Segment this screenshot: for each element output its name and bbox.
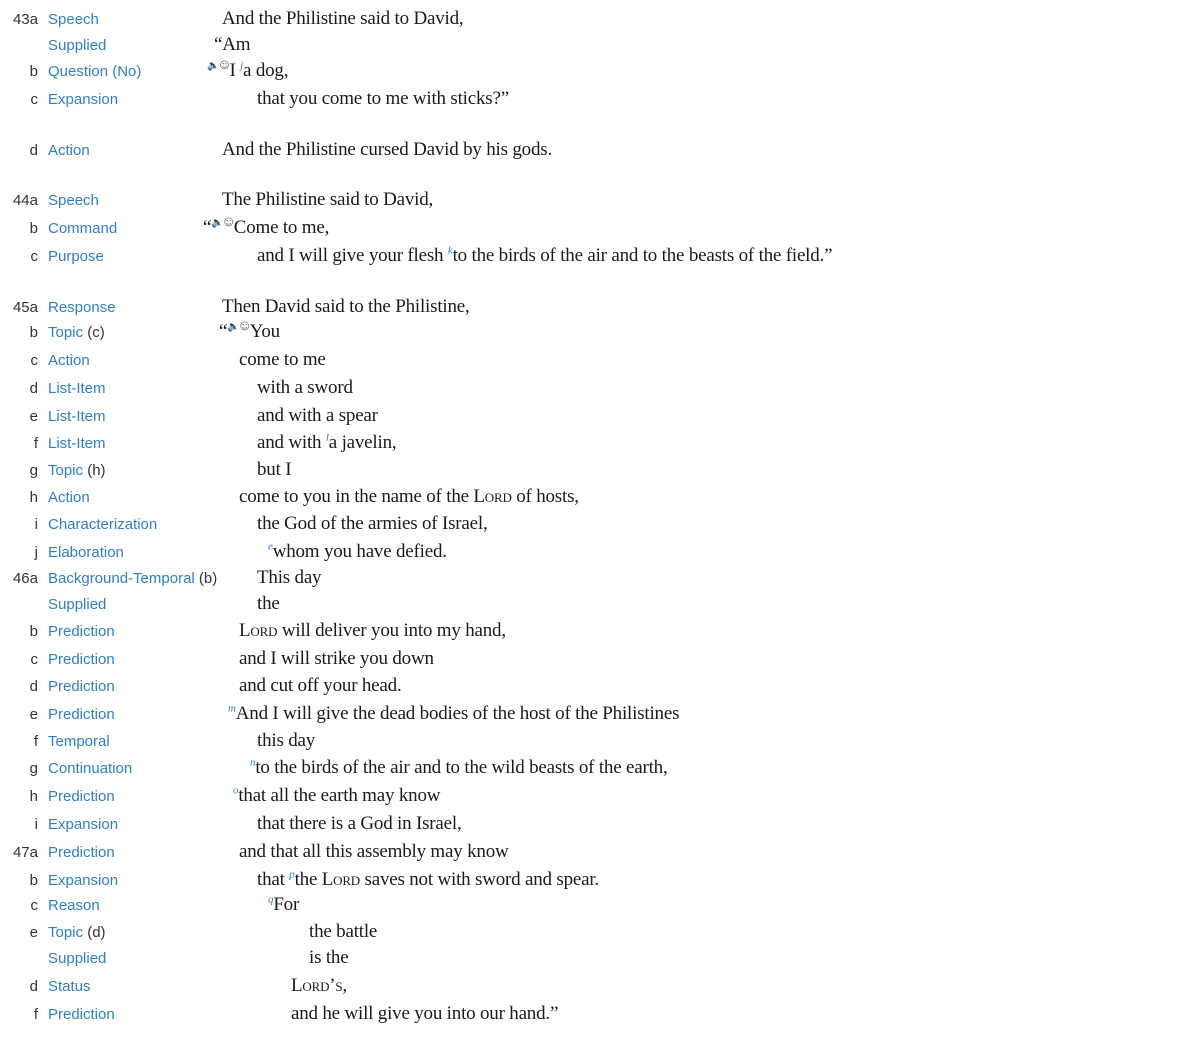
verse-text	[239, 648, 434, 670]
discourse-label-text: Speech	[48, 192, 99, 209]
text-segment: the battle	[309, 921, 378, 942]
text-segment: that you come to me with sticks?”	[257, 88, 509, 109]
discourse-label-link[interactable]	[48, 324, 105, 341]
verse-text	[268, 894, 299, 916]
text-segment: and cut off your head.	[239, 675, 402, 696]
discourse-label-link[interactable]	[48, 408, 106, 425]
discourse-label-link[interactable]	[48, 435, 106, 452]
speaker-person-icon: 🔈☺	[207, 60, 230, 72]
cross-reference-marker[interactable]: p	[289, 868, 295, 881]
cross-reference-marker[interactable]: n	[250, 756, 256, 769]
verse-reference: f	[33, 1006, 38, 1023]
text-segment: the	[294, 869, 322, 890]
text-segment: and with a spear	[257, 405, 378, 426]
outline-row	[0, 894, 1200, 920]
discourse-label-link[interactable]	[48, 706, 115, 723]
discourse-label-link[interactable]	[48, 462, 106, 479]
discourse-label-text: Question (No)	[48, 63, 142, 80]
discourse-label-link[interactable]	[48, 924, 106, 941]
outline-row	[0, 813, 1200, 839]
verse-reference: 46a	[12, 570, 38, 587]
label-reference-suffix: (h)	[83, 462, 106, 479]
outline-row	[0, 620, 1200, 646]
verse-text	[222, 8, 463, 30]
verse-text	[207, 60, 288, 82]
outline-row	[0, 975, 1200, 1001]
outline-row	[0, 217, 1200, 243]
label-reference-suffix: (b)	[194, 570, 218, 587]
outline-row	[0, 675, 1200, 701]
verse-text	[239, 349, 326, 371]
verse-reference: d	[29, 678, 38, 695]
verse-text	[214, 34, 250, 56]
discourse-label-link[interactable]	[48, 872, 118, 889]
discourse-label-text: Speech	[48, 11, 99, 28]
verse-text	[257, 377, 353, 399]
outline-row	[0, 730, 1200, 756]
cross-reference-marker[interactable]: e	[268, 540, 273, 553]
verse-text	[257, 513, 488, 535]
text-segment: And the Philistine said to David,	[222, 8, 464, 29]
verse-reference: e	[29, 408, 38, 425]
discourse-label-link[interactable]	[48, 788, 115, 805]
text-segment: and he will give you into our hand.”	[291, 1003, 559, 1024]
verse-reference: i	[34, 816, 38, 833]
outline-row	[0, 432, 1200, 458]
text-segment: Come to me,	[233, 217, 330, 238]
text-segment: with a sword	[257, 377, 353, 398]
discourse-label-link[interactable]	[48, 220, 117, 237]
verse-reference: b	[29, 220, 38, 237]
discourse-label-link[interactable]	[48, 596, 106, 613]
text-segment: “	[203, 217, 212, 238]
verse-reference: h	[29, 489, 38, 506]
discourse-label-text: Action	[48, 352, 90, 369]
discourse-label-link[interactable]	[48, 63, 141, 80]
text-segment: And I will give the dead bodies of the host of the Philistines	[235, 703, 680, 724]
discourse-label-text: Topic	[48, 924, 84, 941]
outline-row	[0, 921, 1200, 947]
verse-text	[257, 405, 378, 427]
outline-row	[0, 34, 1200, 60]
discourse-label-text: Supplied	[48, 37, 107, 54]
text-segment: the	[257, 593, 280, 614]
verse-reference: d	[29, 142, 38, 159]
verse-reference: 43a	[12, 11, 38, 28]
verse-reference: f	[33, 733, 38, 750]
verse-reference: j	[34, 544, 38, 561]
verse-text	[257, 869, 599, 891]
cross-reference-marker[interactable]: l	[325, 431, 329, 444]
cross-reference-marker[interactable]: o	[233, 784, 239, 797]
text-segment: “Am	[214, 34, 251, 55]
verse-reference: b	[29, 872, 38, 889]
text-segment: is the	[309, 947, 349, 968]
discourse-label-text: List-Item	[48, 380, 106, 397]
text-segment: whom you have defied.	[272, 541, 447, 562]
text-segment: and that all this assembly may know	[239, 841, 509, 862]
outline-row	[0, 1003, 1200, 1029]
discourse-label-link[interactable]	[48, 37, 106, 54]
discourse-label-link[interactable]	[48, 844, 115, 861]
discourse-label-link[interactable]	[48, 516, 157, 533]
text-segment: And the Philistine cursed David by his gods.	[222, 139, 553, 160]
outline-row	[0, 841, 1200, 867]
text-segment: will deliver you into my hand,	[277, 620, 506, 641]
discourse-label-text: Supplied	[48, 596, 107, 613]
text-segment: and with	[257, 432, 326, 453]
text-segment: of hosts,	[511, 486, 579, 507]
divine-name: Lord’s	[291, 975, 343, 996]
outline-row	[0, 189, 1200, 215]
discourse-label-link[interactable]	[48, 352, 90, 369]
discourse-label-link[interactable]	[48, 1006, 115, 1023]
discourse-label-link[interactable]	[48, 489, 90, 506]
verse-text	[257, 88, 509, 110]
speaker-person-icon: 🔈☺	[227, 321, 250, 333]
discourse-label-link[interactable]	[48, 760, 132, 777]
verse-reference: 47a	[12, 844, 38, 861]
discourse-label-text: Prediction	[48, 1006, 115, 1023]
verse-text	[257, 813, 462, 835]
verse-text	[257, 432, 396, 454]
verse-text	[222, 139, 552, 161]
discourse-label-link[interactable]	[48, 380, 106, 397]
verse-reference: g	[29, 760, 38, 777]
outline-row	[0, 947, 1200, 973]
discourse-label-text: Prediction	[48, 788, 115, 805]
outline-row	[0, 757, 1200, 783]
verse-text	[268, 541, 447, 563]
verse-reference: f	[33, 435, 38, 452]
discourse-label-link[interactable]	[48, 570, 217, 587]
verse-reference: c	[30, 91, 38, 108]
verse-reference: c	[30, 651, 38, 668]
discourse-label-text: Status	[48, 978, 91, 995]
verse-reference: 44a	[12, 192, 38, 209]
verse-text	[239, 620, 506, 642]
verse-text	[309, 947, 348, 969]
outline-row	[0, 377, 1200, 403]
discourse-label-link[interactable]	[48, 11, 99, 28]
discourse-label-text: Expansion	[48, 91, 119, 108]
text-segment: This day	[257, 567, 322, 588]
discourse-label-text: List-Item	[48, 435, 106, 452]
outline-row	[0, 513, 1200, 539]
outline-row	[0, 593, 1200, 619]
discourse-label-link[interactable]	[48, 733, 110, 750]
outline-row	[0, 541, 1200, 567]
cross-reference-marker[interactable]: k	[447, 244, 453, 257]
discourse-label-text: Reason	[48, 897, 100, 914]
outline-row	[0, 8, 1200, 34]
discourse-label-link[interactable]	[48, 623, 115, 640]
outline-row	[0, 349, 1200, 375]
verse-reference: b	[29, 63, 38, 80]
verse-text	[250, 757, 668, 779]
verse-reference: c	[30, 352, 38, 369]
verse-text	[239, 486, 579, 508]
divine-name: Lord	[239, 620, 278, 641]
discourse-label-text: Elaboration	[48, 544, 124, 561]
cross-reference-marker[interactable]: m	[228, 702, 236, 715]
verse-text	[257, 567, 321, 589]
discourse-label-link[interactable]	[48, 299, 116, 316]
discourse-label-text: Prediction	[48, 678, 115, 695]
verse-reference: b	[29, 324, 38, 341]
discourse-label-link[interactable]	[48, 950, 106, 967]
verse-text	[239, 841, 509, 863]
verse-text	[257, 459, 291, 481]
verse-text	[257, 593, 280, 615]
outline-row	[0, 648, 1200, 674]
discourse-label-text: Action	[48, 142, 90, 159]
discourse-label-text: Command	[48, 220, 118, 237]
verse-text	[228, 703, 679, 725]
text-segment: that	[257, 869, 290, 890]
outline-row	[0, 486, 1200, 512]
text-segment: ,	[342, 975, 347, 996]
cross-reference-marker[interactable]: q	[268, 893, 274, 906]
text-segment: this day	[257, 730, 316, 751]
verse-text	[257, 245, 832, 267]
discourse-label-link[interactable]	[48, 816, 118, 833]
text-segment: The Philistine said to David,	[222, 189, 434, 210]
cross-reference-marker[interactable]: j	[240, 59, 244, 72]
verse-text	[203, 217, 329, 239]
verse-reference: d	[29, 380, 38, 397]
verse-text	[222, 296, 470, 318]
discourse-label-link[interactable]	[48, 192, 99, 209]
divine-name: Lord	[321, 869, 360, 890]
label-reference-suffix: (d)	[83, 924, 106, 941]
verse-reference: h	[29, 788, 38, 805]
discourse-label-text: Temporal	[48, 733, 110, 750]
speaker-person-icon: 🔈☺	[211, 217, 234, 229]
discourse-label-text: List-Item	[48, 408, 106, 425]
verse-text	[291, 1003, 558, 1025]
text-segment: For	[273, 894, 300, 915]
outline-row	[0, 139, 1200, 165]
text-segment: that all the earth may know	[238, 785, 441, 806]
text-segment: a dog,	[243, 60, 289, 81]
verse-reference: i	[34, 516, 38, 533]
outline-row	[0, 869, 1200, 895]
discourse-label-text: Topic	[48, 462, 84, 479]
discourse-label-text: Prediction	[48, 623, 115, 640]
text-segment: to the birds of the air and to the beasts of the field.”	[452, 245, 833, 266]
text-segment: that there is a God in Israel,	[257, 813, 462, 834]
discourse-label-text: Characterization	[48, 516, 158, 533]
discourse-label-text: Background-Temporal	[48, 570, 195, 587]
outline-row	[0, 785, 1200, 811]
verse-text	[219, 321, 280, 343]
discourse-label-text: Purpose	[48, 248, 104, 265]
text-segment: I	[229, 60, 241, 81]
text-segment: come to you in the name of the	[239, 486, 474, 507]
verse-reference: d	[29, 978, 38, 995]
text-segment: but I	[257, 459, 292, 480]
outline-row	[0, 703, 1200, 729]
verse-text	[309, 921, 377, 943]
discourse-label-text: Response	[48, 299, 116, 316]
text-segment: and I will give your flesh	[257, 245, 448, 266]
discourse-label-link[interactable]	[48, 142, 90, 159]
label-reference-suffix: (c)	[83, 324, 105, 341]
text-segment: to the birds of the air and to the wild beasts of the earth,	[255, 757, 668, 778]
outline-row	[0, 296, 1200, 322]
text-segment: saves not with sword and spear.	[360, 869, 599, 890]
discourse-label-link[interactable]	[48, 248, 104, 265]
text-segment: You	[249, 321, 280, 342]
discourse-label-text: Supplied	[48, 950, 107, 967]
discourse-label-link[interactable]	[48, 91, 118, 108]
discourse-label-text: Expansion	[48, 872, 119, 889]
outline-row	[0, 405, 1200, 431]
verse-reference: g	[29, 462, 38, 479]
divine-name: Lord	[473, 486, 512, 507]
discourse-label-text: Prediction	[48, 651, 115, 668]
verse-reference: 45a	[12, 299, 38, 316]
outline-row	[0, 245, 1200, 271]
outline-row	[0, 88, 1200, 114]
outline-row	[0, 321, 1200, 347]
text-segment: and I will strike you down	[239, 648, 434, 669]
text-segment: the God of the armies of Israel,	[257, 513, 488, 534]
verse-text	[239, 675, 402, 697]
discourse-label-text: Continuation	[48, 760, 133, 777]
verse-text	[222, 189, 433, 211]
outline-row	[0, 459, 1200, 485]
discourse-label-text: Prediction	[48, 706, 115, 723]
verse-reference: e	[29, 924, 38, 941]
verse-reference: e	[29, 706, 38, 723]
discourse-label-text: Action	[48, 489, 90, 506]
discourse-label-link[interactable]	[48, 678, 115, 695]
text-segment: “	[219, 321, 228, 342]
discourse-label-link[interactable]	[48, 651, 115, 668]
discourse-label-text: Expansion	[48, 816, 119, 833]
discourse-label-link[interactable]	[48, 897, 100, 914]
text-segment: a javelin,	[328, 432, 397, 453]
discourse-label-text: Topic	[48, 324, 84, 341]
verse-text	[233, 785, 440, 807]
verse-reference: c	[30, 248, 38, 265]
verse-reference: c	[30, 897, 38, 914]
discourse-label-link[interactable]	[48, 544, 124, 561]
discourse-label-link[interactable]	[48, 978, 91, 995]
text-segment: come to me	[239, 349, 326, 370]
discourse-label-text: Prediction	[48, 844, 115, 861]
verse-text	[291, 975, 347, 997]
text-segment: Then David said to the Philistine,	[222, 296, 470, 317]
verse-reference: b	[29, 623, 38, 640]
outline-row	[0, 60, 1200, 86]
outline-row	[0, 567, 1200, 593]
verse-text	[257, 730, 315, 752]
